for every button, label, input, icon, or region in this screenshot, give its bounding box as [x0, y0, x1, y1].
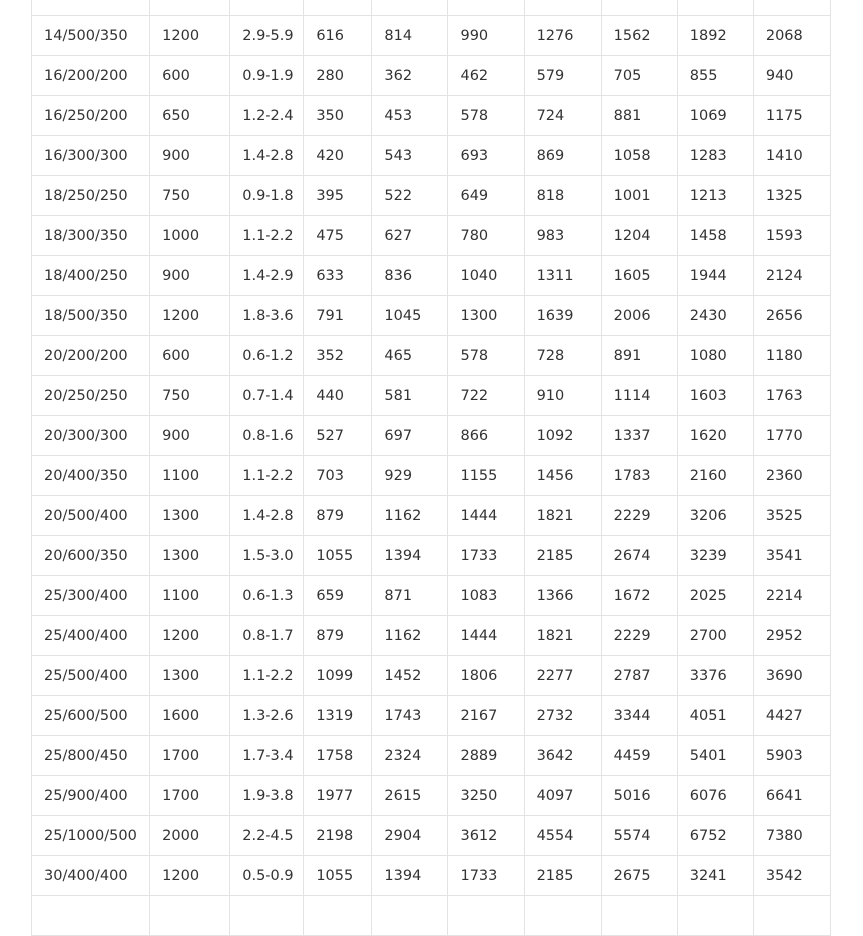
value-cell: 420 — [304, 136, 372, 176]
value-cell: 1300 — [150, 496, 230, 536]
model-cell: 25/300/400 — [32, 576, 150, 616]
value-cell: 1045 — [372, 296, 448, 336]
value-cell: 1394 — [372, 536, 448, 576]
model-cell — [32, 896, 150, 936]
value-cell: 633 — [304, 256, 372, 296]
value-cell: 900 — [150, 256, 230, 296]
value-cell: 350 — [304, 96, 372, 136]
value-cell: 395 — [304, 176, 372, 216]
value-cell: 4097 — [524, 776, 601, 816]
value-cell: 703 — [304, 456, 372, 496]
value-cell: 1605 — [601, 256, 677, 296]
value-cell: 4051 — [677, 696, 753, 736]
value-cell: 2615 — [372, 776, 448, 816]
value-cell: 2277 — [524, 656, 601, 696]
value-cell: 3344 — [601, 696, 677, 736]
value-cell: 465 — [372, 336, 448, 376]
value-cell: 1770 — [753, 416, 830, 456]
model-cell: 16/300/300 — [32, 136, 150, 176]
value-cell — [372, 896, 448, 936]
value-cell: 891 — [601, 336, 677, 376]
value-cell: 1733 — [448, 536, 524, 576]
value-cell: 871 — [372, 576, 448, 616]
value-cell: 1603 — [677, 376, 753, 416]
value-cell: 2952 — [753, 616, 830, 656]
value-cell: 650 — [150, 96, 230, 136]
value-cell: 2006 — [601, 296, 677, 336]
value-cell: 4427 — [753, 696, 830, 736]
value-cell: 1977 — [304, 776, 372, 816]
value-cell: 2787 — [601, 656, 677, 696]
value-cell: 3642 — [524, 736, 601, 776]
value-cell: 2068 — [753, 16, 830, 56]
model-cell: 18/250/250 — [32, 176, 150, 216]
value-cell: 1180 — [753, 336, 830, 376]
model-cell: 16/200/200 — [32, 56, 150, 96]
value-cell: 791 — [304, 296, 372, 336]
value-cell: 1055 — [304, 536, 372, 576]
value-cell: 2732 — [524, 696, 601, 736]
model-cell: 18/500/350 — [32, 296, 150, 336]
value-cell — [448, 0, 524, 16]
value-cell: 527 — [304, 416, 372, 456]
value-cell: 1.7-3.4 — [230, 736, 304, 776]
value-cell: 1300 — [448, 296, 524, 336]
value-cell: 3612 — [448, 816, 524, 856]
value-cell: 1806 — [448, 656, 524, 696]
value-cell: 881 — [601, 96, 677, 136]
table-row — [32, 856, 831, 896]
value-cell: 3241 — [677, 856, 753, 896]
value-cell: 1162 — [372, 496, 448, 536]
value-cell: 1444 — [448, 496, 524, 536]
value-cell: 2904 — [372, 816, 448, 856]
table-row — [32, 56, 831, 96]
value-cell: 3541 — [753, 536, 830, 576]
table-row — [32, 336, 831, 376]
value-cell: 722 — [448, 376, 524, 416]
value-cell: 0.6-1.2 — [230, 336, 304, 376]
value-cell: 697 — [372, 416, 448, 456]
table-row — [32, 296, 831, 336]
value-cell: 2700 — [677, 616, 753, 656]
value-cell: 0.9-1.8 — [230, 176, 304, 216]
value-cell: 1311 — [524, 256, 601, 296]
value-cell — [753, 0, 830, 16]
value-cell — [524, 0, 601, 16]
value-cell: 1300 — [150, 656, 230, 696]
value-cell: 2675 — [601, 856, 677, 896]
value-cell: 869 — [524, 136, 601, 176]
value-cell: 1162 — [372, 616, 448, 656]
value-cell: 1.3-2.6 — [230, 696, 304, 736]
value-cell: 705 — [601, 56, 677, 96]
table-row — [32, 0, 831, 16]
value-cell: 1055 — [304, 856, 372, 896]
value-cell: 866 — [448, 416, 524, 456]
model-cell: 25/400/400 — [32, 616, 150, 656]
value-cell: 1763 — [753, 376, 830, 416]
value-cell: 1325 — [753, 176, 830, 216]
value-cell — [677, 0, 753, 16]
value-cell: 1.8-3.6 — [230, 296, 304, 336]
value-cell: 1.4-2.9 — [230, 256, 304, 296]
table-row — [32, 816, 831, 856]
value-cell — [601, 0, 677, 16]
table-row — [32, 376, 831, 416]
value-cell: 1283 — [677, 136, 753, 176]
value-cell: 2889 — [448, 736, 524, 776]
value-cell: 879 — [304, 496, 372, 536]
value-cell: 2185 — [524, 856, 601, 896]
value-cell: 0.8-1.7 — [230, 616, 304, 656]
value-cell: 3239 — [677, 536, 753, 576]
value-cell: 990 — [448, 16, 524, 56]
value-cell: 910 — [524, 376, 601, 416]
model-cell — [32, 0, 150, 16]
table-row — [32, 536, 831, 576]
value-cell: 2124 — [753, 256, 830, 296]
value-cell: 1821 — [524, 496, 601, 536]
value-cell: 1069 — [677, 96, 753, 136]
value-cell: 578 — [448, 96, 524, 136]
value-cell: 2229 — [601, 496, 677, 536]
value-cell: 5016 — [601, 776, 677, 816]
value-cell: 7380 — [753, 816, 830, 856]
value-cell: 2.2-4.5 — [230, 816, 304, 856]
value-cell: 1821 — [524, 616, 601, 656]
value-cell: 1276 — [524, 16, 601, 56]
value-cell: 1458 — [677, 216, 753, 256]
value-cell — [753, 896, 830, 936]
value-cell: 600 — [150, 336, 230, 376]
value-cell: 1620 — [677, 416, 753, 456]
value-cell: 579 — [524, 56, 601, 96]
table-container — [31, 0, 831, 936]
value-cell: 1758 — [304, 736, 372, 776]
value-cell: 3250 — [448, 776, 524, 816]
value-cell: 522 — [372, 176, 448, 216]
value-cell: 1155 — [448, 456, 524, 496]
value-cell — [230, 0, 304, 16]
value-cell: 2198 — [304, 816, 372, 856]
table-row — [32, 896, 831, 936]
value-cell: 1.5-3.0 — [230, 536, 304, 576]
value-cell: 2360 — [753, 456, 830, 496]
value-cell: 1600 — [150, 696, 230, 736]
model-cell: 25/500/400 — [32, 656, 150, 696]
table-row — [32, 736, 831, 776]
value-cell: 1.4-2.8 — [230, 496, 304, 536]
value-cell: 543 — [372, 136, 448, 176]
model-cell: 18/400/250 — [32, 256, 150, 296]
value-cell: 0.5-0.9 — [230, 856, 304, 896]
model-cell: 20/400/350 — [32, 456, 150, 496]
value-cell: 0.9-1.9 — [230, 56, 304, 96]
value-cell: 1175 — [753, 96, 830, 136]
value-cell: 818 — [524, 176, 601, 216]
value-cell: 1319 — [304, 696, 372, 736]
value-cell: 1337 — [601, 416, 677, 456]
value-cell: 581 — [372, 376, 448, 416]
value-cell: 5903 — [753, 736, 830, 776]
table-row — [32, 616, 831, 656]
model-cell: 20/300/300 — [32, 416, 150, 456]
value-cell: 2160 — [677, 456, 753, 496]
value-cell: 3206 — [677, 496, 753, 536]
value-cell: 1456 — [524, 456, 601, 496]
value-cell: 280 — [304, 56, 372, 96]
value-cell: 750 — [150, 376, 230, 416]
value-cell: 750 — [150, 176, 230, 216]
value-cell: 659 — [304, 576, 372, 616]
value-cell: 855 — [677, 56, 753, 96]
value-cell — [601, 896, 677, 936]
value-cell: 453 — [372, 96, 448, 136]
model-cell: 20/200/200 — [32, 336, 150, 376]
value-cell: 627 — [372, 216, 448, 256]
value-cell: 1000 — [150, 216, 230, 256]
value-cell: 1700 — [150, 776, 230, 816]
value-cell: 1100 — [150, 576, 230, 616]
value-cell: 3376 — [677, 656, 753, 696]
value-cell: 2324 — [372, 736, 448, 776]
value-cell: 2025 — [677, 576, 753, 616]
value-cell: 616 — [304, 16, 372, 56]
value-cell — [304, 896, 372, 936]
value-cell: 0.6-1.3 — [230, 576, 304, 616]
value-cell: 2.9-5.9 — [230, 16, 304, 56]
value-cell: 1040 — [448, 256, 524, 296]
value-cell: 929 — [372, 456, 448, 496]
value-cell: 1200 — [150, 16, 230, 56]
value-cell: 0.8-1.6 — [230, 416, 304, 456]
model-cell: 20/250/250 — [32, 376, 150, 416]
value-cell: 1099 — [304, 656, 372, 696]
model-cell: 25/800/450 — [32, 736, 150, 776]
value-cell: 879 — [304, 616, 372, 656]
table-row — [32, 456, 831, 496]
table-row — [32, 256, 831, 296]
value-cell: 2185 — [524, 536, 601, 576]
value-cell: 836 — [372, 256, 448, 296]
value-cell: 1.2-2.4 — [230, 96, 304, 136]
value-cell: 1300 — [150, 536, 230, 576]
value-cell: 1114 — [601, 376, 677, 416]
value-cell: 724 — [524, 96, 601, 136]
value-cell: 649 — [448, 176, 524, 216]
value-cell: 780 — [448, 216, 524, 256]
value-cell — [150, 896, 230, 936]
value-cell: 440 — [304, 376, 372, 416]
value-cell: 1.1-2.2 — [230, 456, 304, 496]
model-cell: 20/600/350 — [32, 536, 150, 576]
table-row — [32, 176, 831, 216]
value-cell: 1394 — [372, 856, 448, 896]
value-cell: 462 — [448, 56, 524, 96]
value-cell: 900 — [150, 416, 230, 456]
value-cell: 1058 — [601, 136, 677, 176]
value-cell — [448, 896, 524, 936]
value-cell: 0.7-1.4 — [230, 376, 304, 416]
value-cell: 1200 — [150, 856, 230, 896]
value-cell: 1700 — [150, 736, 230, 776]
value-cell: 4554 — [524, 816, 601, 856]
value-cell: 1892 — [677, 16, 753, 56]
value-cell: 3690 — [753, 656, 830, 696]
table-row — [32, 416, 831, 456]
value-cell: 1593 — [753, 216, 830, 256]
value-cell: 693 — [448, 136, 524, 176]
table-body — [32, 0, 831, 936]
value-cell: 2214 — [753, 576, 830, 616]
value-cell: 2229 — [601, 616, 677, 656]
value-cell: 1.9-3.8 — [230, 776, 304, 816]
model-cell: 14/500/350 — [32, 16, 150, 56]
value-cell: 1092 — [524, 416, 601, 456]
value-cell: 1.1-2.2 — [230, 656, 304, 696]
value-cell: 3525 — [753, 496, 830, 536]
value-cell: 2674 — [601, 536, 677, 576]
value-cell — [524, 896, 601, 936]
value-cell — [304, 0, 372, 16]
value-cell: 1743 — [372, 696, 448, 736]
value-cell: 1080 — [677, 336, 753, 376]
value-cell: 2000 — [150, 816, 230, 856]
model-cell: 25/600/500 — [32, 696, 150, 736]
value-cell: 1733 — [448, 856, 524, 896]
table-row — [32, 696, 831, 736]
table-row — [32, 496, 831, 536]
table-row — [32, 576, 831, 616]
value-cell: 6076 — [677, 776, 753, 816]
value-cell: 814 — [372, 16, 448, 56]
value-cell: 1.4-2.8 — [230, 136, 304, 176]
specification-table — [31, 0, 831, 936]
value-cell: 5401 — [677, 736, 753, 776]
value-cell: 1366 — [524, 576, 601, 616]
value-cell: 940 — [753, 56, 830, 96]
value-cell — [677, 896, 753, 936]
model-cell: 25/900/400 — [32, 776, 150, 816]
value-cell: 6752 — [677, 816, 753, 856]
table-row — [32, 776, 831, 816]
table-row — [32, 216, 831, 256]
value-cell: 900 — [150, 136, 230, 176]
model-cell: 18/300/350 — [32, 216, 150, 256]
value-cell: 1083 — [448, 576, 524, 616]
value-cell: 6641 — [753, 776, 830, 816]
value-cell: 578 — [448, 336, 524, 376]
value-cell: 3542 — [753, 856, 830, 896]
value-cell: 2656 — [753, 296, 830, 336]
value-cell: 728 — [524, 336, 601, 376]
value-cell: 1944 — [677, 256, 753, 296]
value-cell: 1204 — [601, 216, 677, 256]
value-cell: 1783 — [601, 456, 677, 496]
value-cell: 1562 — [601, 16, 677, 56]
table-row — [32, 656, 831, 696]
value-cell: 475 — [304, 216, 372, 256]
value-cell: 1639 — [524, 296, 601, 336]
value-cell: 4459 — [601, 736, 677, 776]
model-cell: 20/500/400 — [32, 496, 150, 536]
table-row — [32, 16, 831, 56]
value-cell: 1100 — [150, 456, 230, 496]
value-cell: 2167 — [448, 696, 524, 736]
model-cell: 30/400/400 — [32, 856, 150, 896]
value-cell: 1410 — [753, 136, 830, 176]
value-cell — [150, 0, 230, 16]
model-cell: 16/250/200 — [32, 96, 150, 136]
value-cell: 1.1-2.2 — [230, 216, 304, 256]
value-cell — [230, 896, 304, 936]
value-cell: 1672 — [601, 576, 677, 616]
value-cell: 1444 — [448, 616, 524, 656]
model-cell: 25/1000/500 — [32, 816, 150, 856]
value-cell: 1200 — [150, 616, 230, 656]
value-cell: 352 — [304, 336, 372, 376]
value-cell: 600 — [150, 56, 230, 96]
value-cell: 5574 — [601, 816, 677, 856]
value-cell: 362 — [372, 56, 448, 96]
value-cell: 2430 — [677, 296, 753, 336]
table-row — [32, 136, 831, 176]
value-cell: 983 — [524, 216, 601, 256]
value-cell: 1200 — [150, 296, 230, 336]
value-cell: 1001 — [601, 176, 677, 216]
value-cell — [372, 0, 448, 16]
value-cell: 1213 — [677, 176, 753, 216]
table-row — [32, 96, 831, 136]
value-cell: 1452 — [372, 656, 448, 696]
